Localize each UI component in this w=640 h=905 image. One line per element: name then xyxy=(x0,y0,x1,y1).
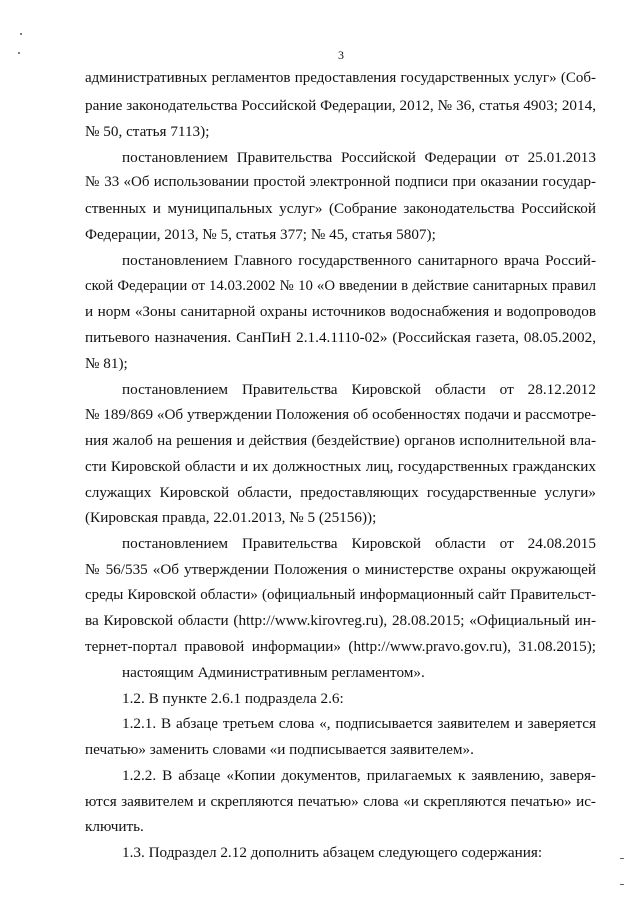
text-line: ской Федерации от 14.03.2002 № 10 «О введении в действие санитарных правил xyxy=(85,278,596,294)
scan-edge-mark xyxy=(620,858,624,859)
text-line: ственных и муниципальных услуг» (Собрание законодательства Российской xyxy=(85,200,596,217)
text-line: постановлением Правительства Российской Федерации от 25.01.2013 xyxy=(122,149,596,166)
page-number: 3 xyxy=(338,48,344,62)
text-line: и норм «Зоны санитарной охраны источников водоснабжения и водопроводов xyxy=(85,303,596,320)
text-line: № 56/535 «Об утверждении Положения о министерстве охраны окружающей xyxy=(85,561,596,578)
text-line: ются заявителем и скрепляются печатью» слова «и скрепляются печатью» ис- xyxy=(85,793,596,810)
text-line: среды Кировской области» (официальный информационный сайт Правительст- xyxy=(85,587,596,603)
scan-edge-mark xyxy=(620,884,624,885)
text-line: рание законодательства Российской Федерации, 2012, № 36, статья 4903; 2014, xyxy=(85,97,596,114)
text-line: 1.2.1. В абзаце третьем слова «, подписывается заявителем и заверяется xyxy=(122,715,596,732)
text-line: настоящим Административным регламентом». xyxy=(122,664,425,681)
text-line: № 189/869 «Об утверждении Положения об особенностях подачи и рассмотре- xyxy=(85,406,597,423)
text-line: постановлением Правительства Кировской области от 24.08.2015 xyxy=(122,535,596,552)
text-line: постановлением Главного государственного санитарного врача Россий- xyxy=(122,252,596,269)
text-line: Федерации, 2013, № 5, статья 377; № 45, статья 5807); xyxy=(85,226,436,243)
text-line: 1.3. Подраздел 2.12 дополнить абзацем следующего содержания: xyxy=(122,844,543,861)
text-line: ключить. xyxy=(85,818,144,835)
text-line: ва Кировской области (http://www.kirovreg.ru), 28.08.2015; «Официальный ин- xyxy=(85,612,596,629)
text-line: сти Кировской области и их должностных лиц, государственных гражданских xyxy=(85,458,596,475)
text-line: служащих Кировской области, предоставляющих государственные услуги» xyxy=(85,484,596,501)
text-line: тернет-портал правовой информации» (http://www.pravo.gov.ru), 31.08.2015); xyxy=(85,638,596,655)
text-line: административных регламентов предоставления государственных услуг» (Соб- xyxy=(85,70,596,86)
scan-speck-mark xyxy=(20,33,22,35)
text-line: постановлением Правительства Кировской области от 28.12.2012 xyxy=(122,381,596,398)
text-line: питьевого назначения. СанПиН 2.1.4.1110-02» (Российская газета, 08.05.2002, xyxy=(85,329,596,346)
text-line: № 81); xyxy=(85,355,128,372)
text-line: ния жалоб на решения и действия (бездействие) органов исполнительной вла- xyxy=(85,432,596,449)
text-line: 1.2.2. В абзаце «Копии документов, прилагаемых к заявлению, заверя- xyxy=(122,767,596,784)
text-line: (Кировская правда, 22.01.2013, № 5 (25156)); xyxy=(85,509,377,526)
text-line: № 33 «Об использовании простой электронной подписи при оказании государ- xyxy=(85,174,596,190)
text-line: 1.2. В пункте 2.6.1 подраздела 2.6: xyxy=(122,690,344,707)
text-line: № 50, статья 7113); xyxy=(85,123,210,140)
text-line: печатью» заменить словами «и подписывается заявителем». xyxy=(85,741,474,758)
